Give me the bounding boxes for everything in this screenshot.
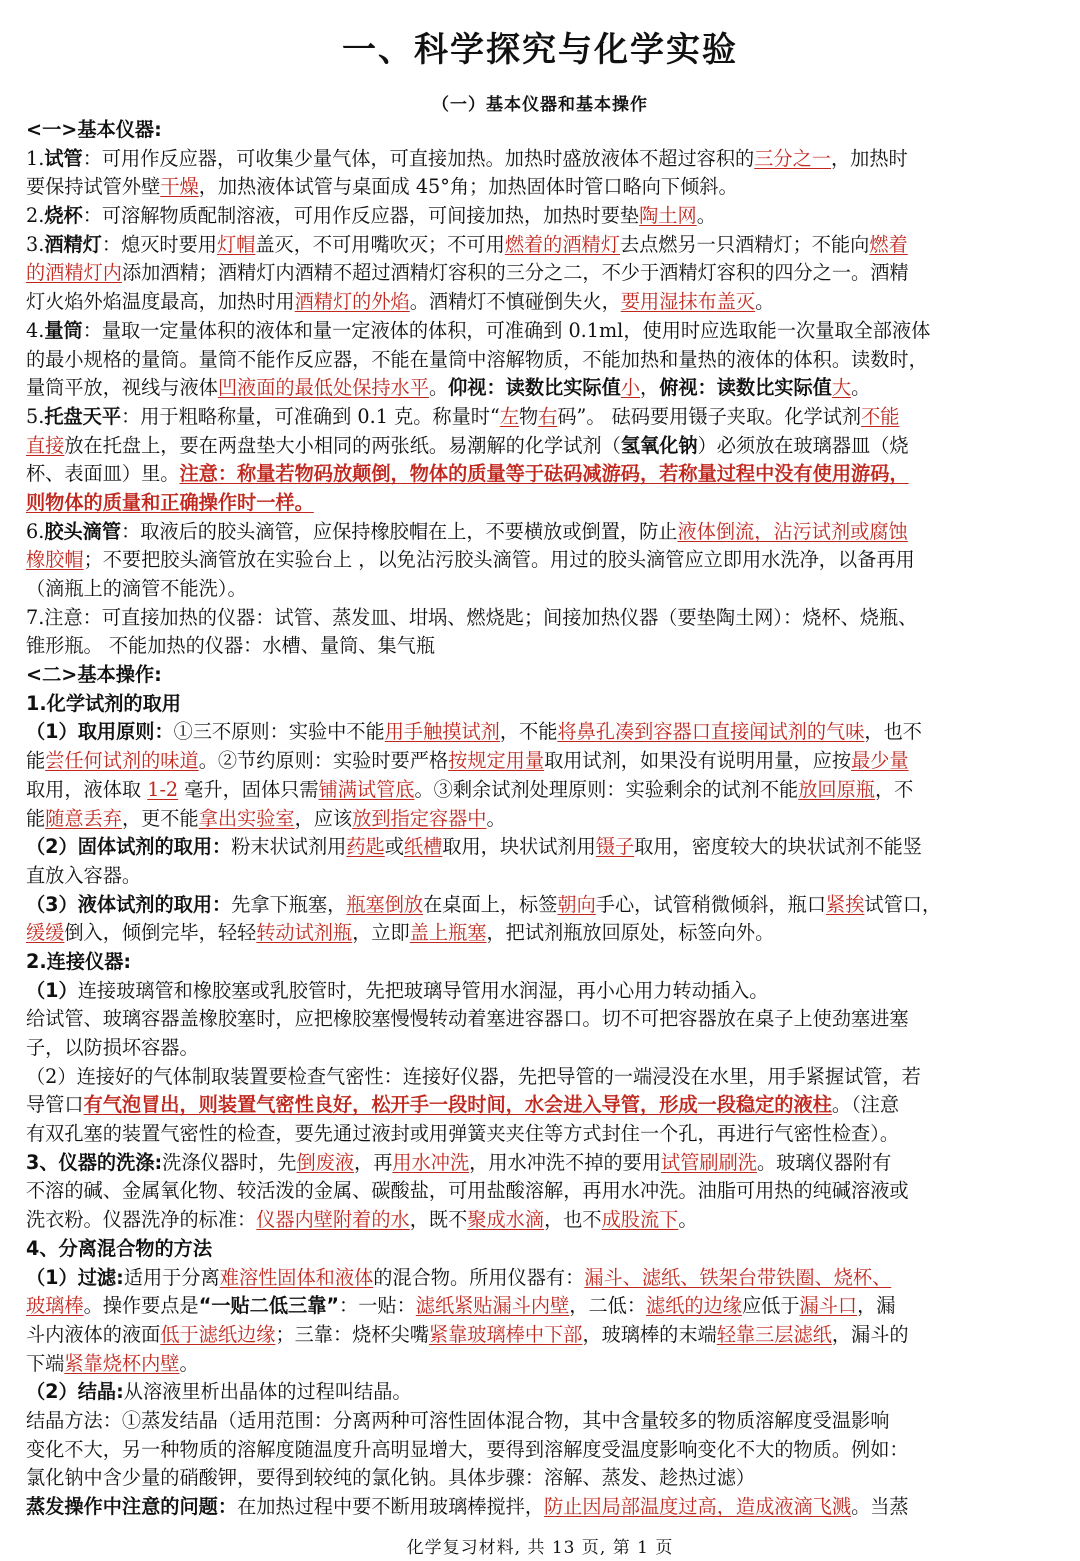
bold-term: 3、仪器的洗涤: xyxy=(26,1150,163,1174)
text-line xyxy=(26,1005,1050,1034)
text-segment: 添加酒精；酒精灯内酒精不超过酒精灯容积的三分之二，不少于酒精灯容积的四分之一。酒精 xyxy=(121,261,909,285)
text-line xyxy=(26,1350,1050,1379)
highlighted-keyword: 大 xyxy=(831,376,852,400)
highlighted-keyword: 灯帽 xyxy=(217,232,256,256)
text-segment: 灯火焰外焰温度最高，加热时用 xyxy=(26,290,295,314)
text-line xyxy=(26,259,1050,288)
highlighted-keyword: 将鼻孔凑到容器口直接闻试剂的气味 xyxy=(557,720,865,744)
text-segment: ：用于粗略称量，可准确到 0.1 克。称量时“ xyxy=(121,404,500,428)
text-segment: ，也不 xyxy=(544,1208,602,1232)
text-segment: 5. xyxy=(26,404,45,428)
text-segment: 7.注意：可直接加热的仪器：试管、蒸发皿、坩埚、燃烧匙；间接加热仪器（要垫陶土网）：烧杯、烧瓶、 xyxy=(26,605,918,629)
bold-term: 1.化学试剂的取用 xyxy=(26,691,181,715)
bold-term: （2）结晶: xyxy=(26,1380,124,1404)
text-segment: 毫升，固体只需 xyxy=(178,777,319,801)
text-segment: 的混合物。所用仪器有： xyxy=(373,1265,585,1289)
highlighted-keyword: 滤纸的边缘 xyxy=(646,1294,742,1318)
text-line xyxy=(26,862,1050,891)
bold-term: 4、分离混合物的方法 xyxy=(26,1236,213,1260)
text-line xyxy=(26,145,1050,174)
document-body xyxy=(26,116,1050,1522)
highlighted-keyword: 拿出实验室 xyxy=(198,806,295,830)
text-segment: 在加热过程中要不断用玻璃棒搅拌， xyxy=(237,1495,545,1518)
text-segment: ，用水冲洗不掉的要用 xyxy=(469,1150,662,1174)
text-segment: 导管口 xyxy=(26,1093,84,1117)
text-line xyxy=(26,805,1050,834)
highlighted-keyword: 朝向 xyxy=(557,892,596,916)
text-segment: 1. xyxy=(26,146,45,170)
highlighted-keyword: 紧靠玻璃棒中下部 xyxy=(428,1322,583,1346)
highlighted-keyword: 聚成水滴 xyxy=(467,1208,545,1232)
text-segment: 。 xyxy=(179,1351,199,1375)
text-segment: 的最小规格的量筒。量筒不能作反应器，不能在量筒中溶解物质，不能加热和量热的液体的体积。读数时， xyxy=(26,347,928,371)
text-line xyxy=(26,1292,1050,1321)
text-line xyxy=(26,173,1050,202)
bold-term: （1）取用原则： xyxy=(26,720,174,744)
highlighted-keyword: 燃着 xyxy=(869,232,908,256)
text-segment: ，更不能 xyxy=(121,806,199,830)
highlighted-keyword: 1-2 xyxy=(147,777,179,801)
highlighted-keyword: 干燥 xyxy=(160,175,199,199)
text-segment: ：可用作反应器，可收集少量气体，可直接加热。加热时盛放液体不超过容积的 xyxy=(82,146,755,170)
text-segment: 物 xyxy=(518,404,539,428)
text-segment: 。 xyxy=(428,376,449,400)
highlighted-keyword: 防止因局部温度过高，造成液滴飞溅 xyxy=(544,1495,852,1518)
text-line xyxy=(26,374,1050,403)
text-line xyxy=(26,575,1050,604)
text-segment: 。操作要点是 xyxy=(83,1294,199,1318)
bold-term: （1） xyxy=(26,978,78,1002)
text-segment: 能 xyxy=(26,806,46,830)
text-line xyxy=(26,776,1050,805)
text-segment: 应低于 xyxy=(741,1294,800,1318)
highlighted-keyword: 要用湿抹布盖灭 xyxy=(620,290,756,314)
bold-term: 氢氧化钠 xyxy=(620,433,698,457)
text-segment: 洗衣粉。仪器洗净的标准： xyxy=(26,1208,257,1232)
bold-term: （2）固体试剂的取用： xyxy=(26,835,232,859)
highlighted-keyword: 液体倒流，沾污试剂或腐蚀 xyxy=(677,519,908,543)
bold-term: <二>基本操作: xyxy=(26,663,162,687)
text-segment: 杯、表面皿）里。 xyxy=(26,462,180,486)
bold-term: 试管 xyxy=(44,146,83,170)
text-segment: ，玻璃棒的末端 xyxy=(582,1322,717,1346)
text-line xyxy=(26,1493,1050,1522)
text-segment: 取用试剂，如果没有说明用量，应按 xyxy=(544,749,852,773)
text-segment: 取用，液体取 xyxy=(26,777,148,801)
text-segment: ，漏斗的 xyxy=(831,1322,909,1346)
highlighted-keyword: 凹液面的最低处保持水平 xyxy=(217,376,429,400)
text-line xyxy=(26,116,1050,145)
highlighted-keyword: 低于滤纸边缘 xyxy=(160,1322,276,1346)
highlighted-keyword: 直接 xyxy=(26,433,65,457)
text-segment: 。②节约原则：实验时要严格 xyxy=(198,749,449,773)
page-footer: 化学复习材料, 共 13 页, 第 1 页 xyxy=(406,1538,674,1558)
text-line xyxy=(26,833,1050,862)
text-segment: 试管口， xyxy=(864,892,942,916)
highlighted-keyword: 盖上瓶塞 xyxy=(409,921,487,945)
text-line xyxy=(26,1063,1050,1092)
bold-term: 仰视：读数比实际值 xyxy=(448,376,621,400)
text-segment: 取用，块状试剂用 xyxy=(442,835,596,859)
text-line xyxy=(26,1407,1050,1436)
text-segment: 。③剩余试剂处理原则：实验剩余的试剂不能 xyxy=(414,777,799,801)
text-segment: 或 xyxy=(384,835,404,859)
text-line xyxy=(26,977,1050,1006)
text-line xyxy=(26,1034,1050,1063)
text-line xyxy=(26,1321,1050,1350)
text-segment: ：一贴： xyxy=(339,1294,416,1318)
highlighted-keyword: 玻璃棒 xyxy=(26,1294,84,1318)
text-line xyxy=(26,1091,1050,1120)
text-segment: 6. xyxy=(26,519,45,543)
text-segment: 有双孔塞的装置气密性的检查，要先通过液封或用弹簧夹夹住等方式封住一个孔，再进行气密性检查）。 xyxy=(26,1122,900,1146)
text-segment: 从溶液里析出晶体的过程叫结晶。 xyxy=(123,1380,412,1404)
text-segment: ，把试剂瓶放回原处，标签向外。 xyxy=(486,921,775,945)
text-segment: 不溶的碱、金属氧化物、较活泼的金属、碳酸盐，可用盐酸溶解，再用水冲洗。油脂可用热的纯碱溶液或 xyxy=(26,1179,909,1203)
highlighted-keyword: 瓶塞倒放 xyxy=(346,892,424,916)
text-segment: 取用，密度较大的块状试剂不能竖 xyxy=(634,835,922,859)
highlighted-keyword: 镊子 xyxy=(595,835,635,859)
text-line xyxy=(26,317,1050,346)
text-line xyxy=(26,891,1050,920)
highlighted-keyword: 倒废液 xyxy=(296,1150,355,1174)
text-segment: 变化不大，另一种物质的溶解度随温度升高明显增大，要得到溶解度受温度影响变化不大的物质。例如： xyxy=(26,1437,909,1461)
text-segment: ，也不 xyxy=(864,720,922,744)
text-segment: 手心，试管稍微倾斜，瓶口 xyxy=(595,892,827,916)
highlighted-keyword: 不能 xyxy=(861,404,900,428)
text-segment: ：可溶解物质配制溶液，可用作反应器，可间接加热，加热时要垫 xyxy=(82,204,640,228)
highlighted-keyword: 成股流下 xyxy=(601,1208,679,1232)
text-line xyxy=(26,1206,1050,1235)
bold-term: 2.连接仪器: xyxy=(26,949,132,973)
text-segment: 倒入，倾倒完毕，轻轻 xyxy=(64,921,257,945)
text-line xyxy=(26,1177,1050,1206)
text-segment: ，应该 xyxy=(294,806,353,830)
text-segment: 子，以防损坏容器。 xyxy=(26,1036,199,1059)
text-segment: 。（注意 xyxy=(831,1093,900,1117)
text-segment: ，加热液体试管与桌面成 45°角；加热固体时管口略向下倾斜。 xyxy=(198,175,738,199)
highlighted-keyword: 的酒精灯内 xyxy=(26,261,122,285)
text-line xyxy=(26,288,1050,317)
text-segment: ：取液后的胶头滴管，应保持橡胶帽在上，不要横放或倒置，防止 xyxy=(121,519,678,543)
text-segment: 放在托盘上，要在两盘垫大小相同的两张纸。易潮解的化学试剂（ xyxy=(64,433,621,457)
highlighted-keyword: 陶土网 xyxy=(639,204,697,228)
text-segment: 4. xyxy=(26,318,45,342)
highlighted-keyword: 用手触摸试剂 xyxy=(384,720,500,744)
text-line xyxy=(26,432,1050,461)
text-segment: ，既不 xyxy=(409,1208,468,1232)
highlighted-keyword: 纸槽 xyxy=(403,835,443,859)
highlighted-keyword: 难溶性固体和液体 xyxy=(219,1265,374,1289)
text-segment: 连接玻璃管和橡胶塞或乳胶管时，先把玻璃导管用水润湿，再小心用力转动插入。 xyxy=(77,978,769,1002)
text-segment: 锥形瓶。 不能加热的仪器：水槽、量筒、集气瓶 xyxy=(26,634,436,658)
text-segment: ）必须放在玻璃器皿（烧 xyxy=(697,433,909,457)
text-line xyxy=(26,604,1050,633)
text-segment: 在桌面上，标签 xyxy=(423,892,558,916)
text-segment: 先拿下瓶塞， xyxy=(231,892,347,916)
bold-term: 胶头滴管 xyxy=(44,519,122,543)
text-segment: ：熄灭时要用 xyxy=(101,232,217,256)
text-segment: ①三不原则：实验中不能 xyxy=(173,720,385,744)
text-segment: ，不 xyxy=(875,777,914,801)
text-line xyxy=(26,231,1050,260)
text-segment: 2. xyxy=(26,204,45,228)
highlighted-keyword: 最少量 xyxy=(851,749,909,773)
highlighted-keyword: 轻靠三层滤纸 xyxy=(716,1322,832,1346)
text-segment: （滴瓶上的滴管不能洗）。 xyxy=(26,577,247,600)
highlighted-keyword: 漏斗口 xyxy=(799,1294,858,1318)
text-segment: 洗涤仪器时，先 xyxy=(162,1150,297,1174)
text-segment: 给试管、玻璃容器盖橡胶塞时，应把橡胶塞慢慢转动着塞进容器口。切不可把容器放在桌子上使劲塞进塞 xyxy=(26,1007,909,1031)
text-segment: 直放入容器。 xyxy=(26,863,142,887)
text-line xyxy=(26,690,1050,719)
highlighted-keyword: 按规定用量 xyxy=(448,749,545,773)
text-line xyxy=(26,403,1050,432)
text-segment: 量筒平放，视线与液体 xyxy=(26,376,218,400)
text-line xyxy=(26,1235,1050,1264)
text-segment: 。当蒸 xyxy=(851,1495,909,1518)
highlighted-keyword: 滤纸紧贴漏斗内壁 xyxy=(415,1294,570,1318)
highlighted-keyword: 橡胶帽 xyxy=(26,548,84,572)
highlighted-keyword: 紧靠烧杯内壁 xyxy=(64,1351,180,1375)
text-line xyxy=(26,518,1050,547)
text-segment: ，再 xyxy=(354,1150,393,1174)
text-segment: ，加热时 xyxy=(831,146,908,170)
text-segment: 粉末状试剂用 xyxy=(231,835,347,859)
text-segment: 。酒精灯不慎碰倒失火， xyxy=(409,290,621,314)
text-line xyxy=(26,661,1050,690)
highlighted-keyword: 仪器内壁附着的水 xyxy=(256,1208,410,1232)
text-segment: 去点燃另一只酒精灯；不能向 xyxy=(619,232,870,256)
text-segment: 码”。 砝码要用镊子夹取。化学试剂 xyxy=(557,404,862,428)
bold-term: 酒精灯 xyxy=(44,232,102,256)
text-segment: 3. xyxy=(26,232,45,256)
bold-term: <一>基本仪器: xyxy=(26,118,162,141)
text-line xyxy=(26,546,1050,575)
highlighted-keyword: 紧挨 xyxy=(826,892,865,916)
highlighted-keyword: 三分之一 xyxy=(754,146,831,170)
bold-term: “一贴二低三靠” xyxy=(198,1294,340,1318)
highlighted-keyword: 注意：称量若物码放颠倒，物体的质量等于砝码减游码，若称量过程中没有使用游码， xyxy=(179,462,909,486)
highlighted-keyword: 药匙 xyxy=(346,835,385,859)
highlighted-keyword: 随意丢弃 xyxy=(45,806,122,830)
text-segment: 下端 xyxy=(26,1351,65,1375)
text-line xyxy=(26,1120,1050,1149)
text-segment: 。 xyxy=(851,376,871,400)
text-segment: ，漏 xyxy=(857,1294,896,1318)
text-line xyxy=(26,632,1050,661)
bold-term: 托盘天平 xyxy=(44,404,122,428)
highlighted-keyword: 漏斗、滤纸、铁架台带铁圈、烧杯、 xyxy=(584,1265,892,1289)
highlighted-keyword: 酒精灯的外焰 xyxy=(294,290,410,314)
highlighted-keyword: 小 xyxy=(620,376,640,400)
text-line xyxy=(26,346,1050,375)
text-line xyxy=(26,1436,1050,1465)
text-line xyxy=(26,1378,1050,1407)
bold-term: （3）液体试剂的取用： xyxy=(26,892,232,916)
highlighted-keyword: 尝任何试剂的味道 xyxy=(45,749,199,773)
bold-term: 俯视：读数比实际值 xyxy=(659,376,832,400)
text-segment: 要保持试管外壁 xyxy=(26,175,161,199)
highlighted-keyword: 铺满试管底 xyxy=(318,777,415,801)
text-segment: ， xyxy=(640,376,660,400)
text-line xyxy=(26,919,1050,948)
text-line xyxy=(26,1464,1050,1493)
bold-term: 量筒 xyxy=(44,318,83,342)
highlighted-keyword: 转动试剂瓶 xyxy=(256,921,353,945)
highlighted-keyword: 右 xyxy=(538,404,558,428)
text-segment: 。 xyxy=(696,204,716,228)
bold-term: 蒸发操作中注意的问题： xyxy=(26,1495,238,1518)
highlighted-keyword: 缓缓 xyxy=(26,921,65,945)
highlighted-keyword: 试管刷刷洗 xyxy=(661,1150,757,1174)
text-segment: ；不要把胶头滴管放在实验台上 ，以免沾污胶头滴管。用过的胶头滴管应立即用水洗净，以备再用 xyxy=(83,548,915,572)
text-segment: 。 xyxy=(486,806,506,830)
text-line xyxy=(26,1149,1050,1178)
text-segment: 。 xyxy=(678,1208,698,1232)
highlighted-keyword: 左 xyxy=(499,404,519,428)
text-segment: ，不能 xyxy=(499,720,558,744)
text-line xyxy=(26,747,1050,776)
highlighted-keyword: 用水冲洗 xyxy=(392,1150,470,1174)
text-segment: 。 xyxy=(755,290,775,314)
bold-term: 烧杯 xyxy=(44,204,83,228)
text-segment: 氯化钠中含少量的硝酸钾，要得到较纯的氯化钠。具体步骤：溶解、蒸发、趁热过滤） xyxy=(26,1466,756,1490)
text-segment: 斗内液体的液面 xyxy=(26,1322,161,1346)
text-line xyxy=(26,718,1050,747)
text-segment: 能 xyxy=(26,749,46,773)
text-line xyxy=(26,202,1050,231)
highlighted-keyword: 有气泡冒出，则装置气密性良好，松开手一段时间，水会进入导管，形成一段稳定的液柱 xyxy=(83,1093,832,1117)
text-segment: 结晶方法：①蒸发结晶（适用范围：分离两种可溶性固体混合物，其中含量较多的物质溶解度受温影响 xyxy=(26,1408,890,1432)
text-line xyxy=(26,948,1050,977)
highlighted-keyword: 放到指定容器中 xyxy=(352,806,487,830)
text-segment: ；三靠：烧杯尖嘴 xyxy=(275,1322,429,1346)
text-segment: （2）连接好的气体制取装置要检查气密性：连接好仪器，先把导管的一端浸没在水里，用手紧握试管，若 xyxy=(26,1064,921,1088)
page-title: 一、科学探究与化学实验 xyxy=(342,30,738,70)
highlighted-keyword: 则物体的质量和正确操作时一样。 xyxy=(26,490,314,514)
highlighted-keyword: 放回原瓶 xyxy=(798,777,875,801)
text-segment: 适用于分离 xyxy=(123,1265,220,1289)
highlighted-keyword: 燃着的酒精灯 xyxy=(504,232,620,256)
text-segment: ，立即 xyxy=(352,921,410,945)
text-line xyxy=(26,1264,1050,1293)
text-line xyxy=(26,489,1050,518)
text-segment: ，二低： xyxy=(569,1294,647,1318)
text-segment: 。玻璃仪器附有 xyxy=(756,1150,892,1174)
bold-term: （1）过滤: xyxy=(26,1265,124,1289)
text-segment: 盖灭，不可用嘴吹灭；不可用 xyxy=(255,232,505,256)
text-line xyxy=(26,460,1050,489)
section-subtitle: （一）基本仪器和基本操作 xyxy=(432,95,648,115)
text-segment: ：量取一定量体积的液体和量一定液体的体积，可准确到 0.1ml，使用时应选取能一次量取全部液体 xyxy=(82,318,931,342)
